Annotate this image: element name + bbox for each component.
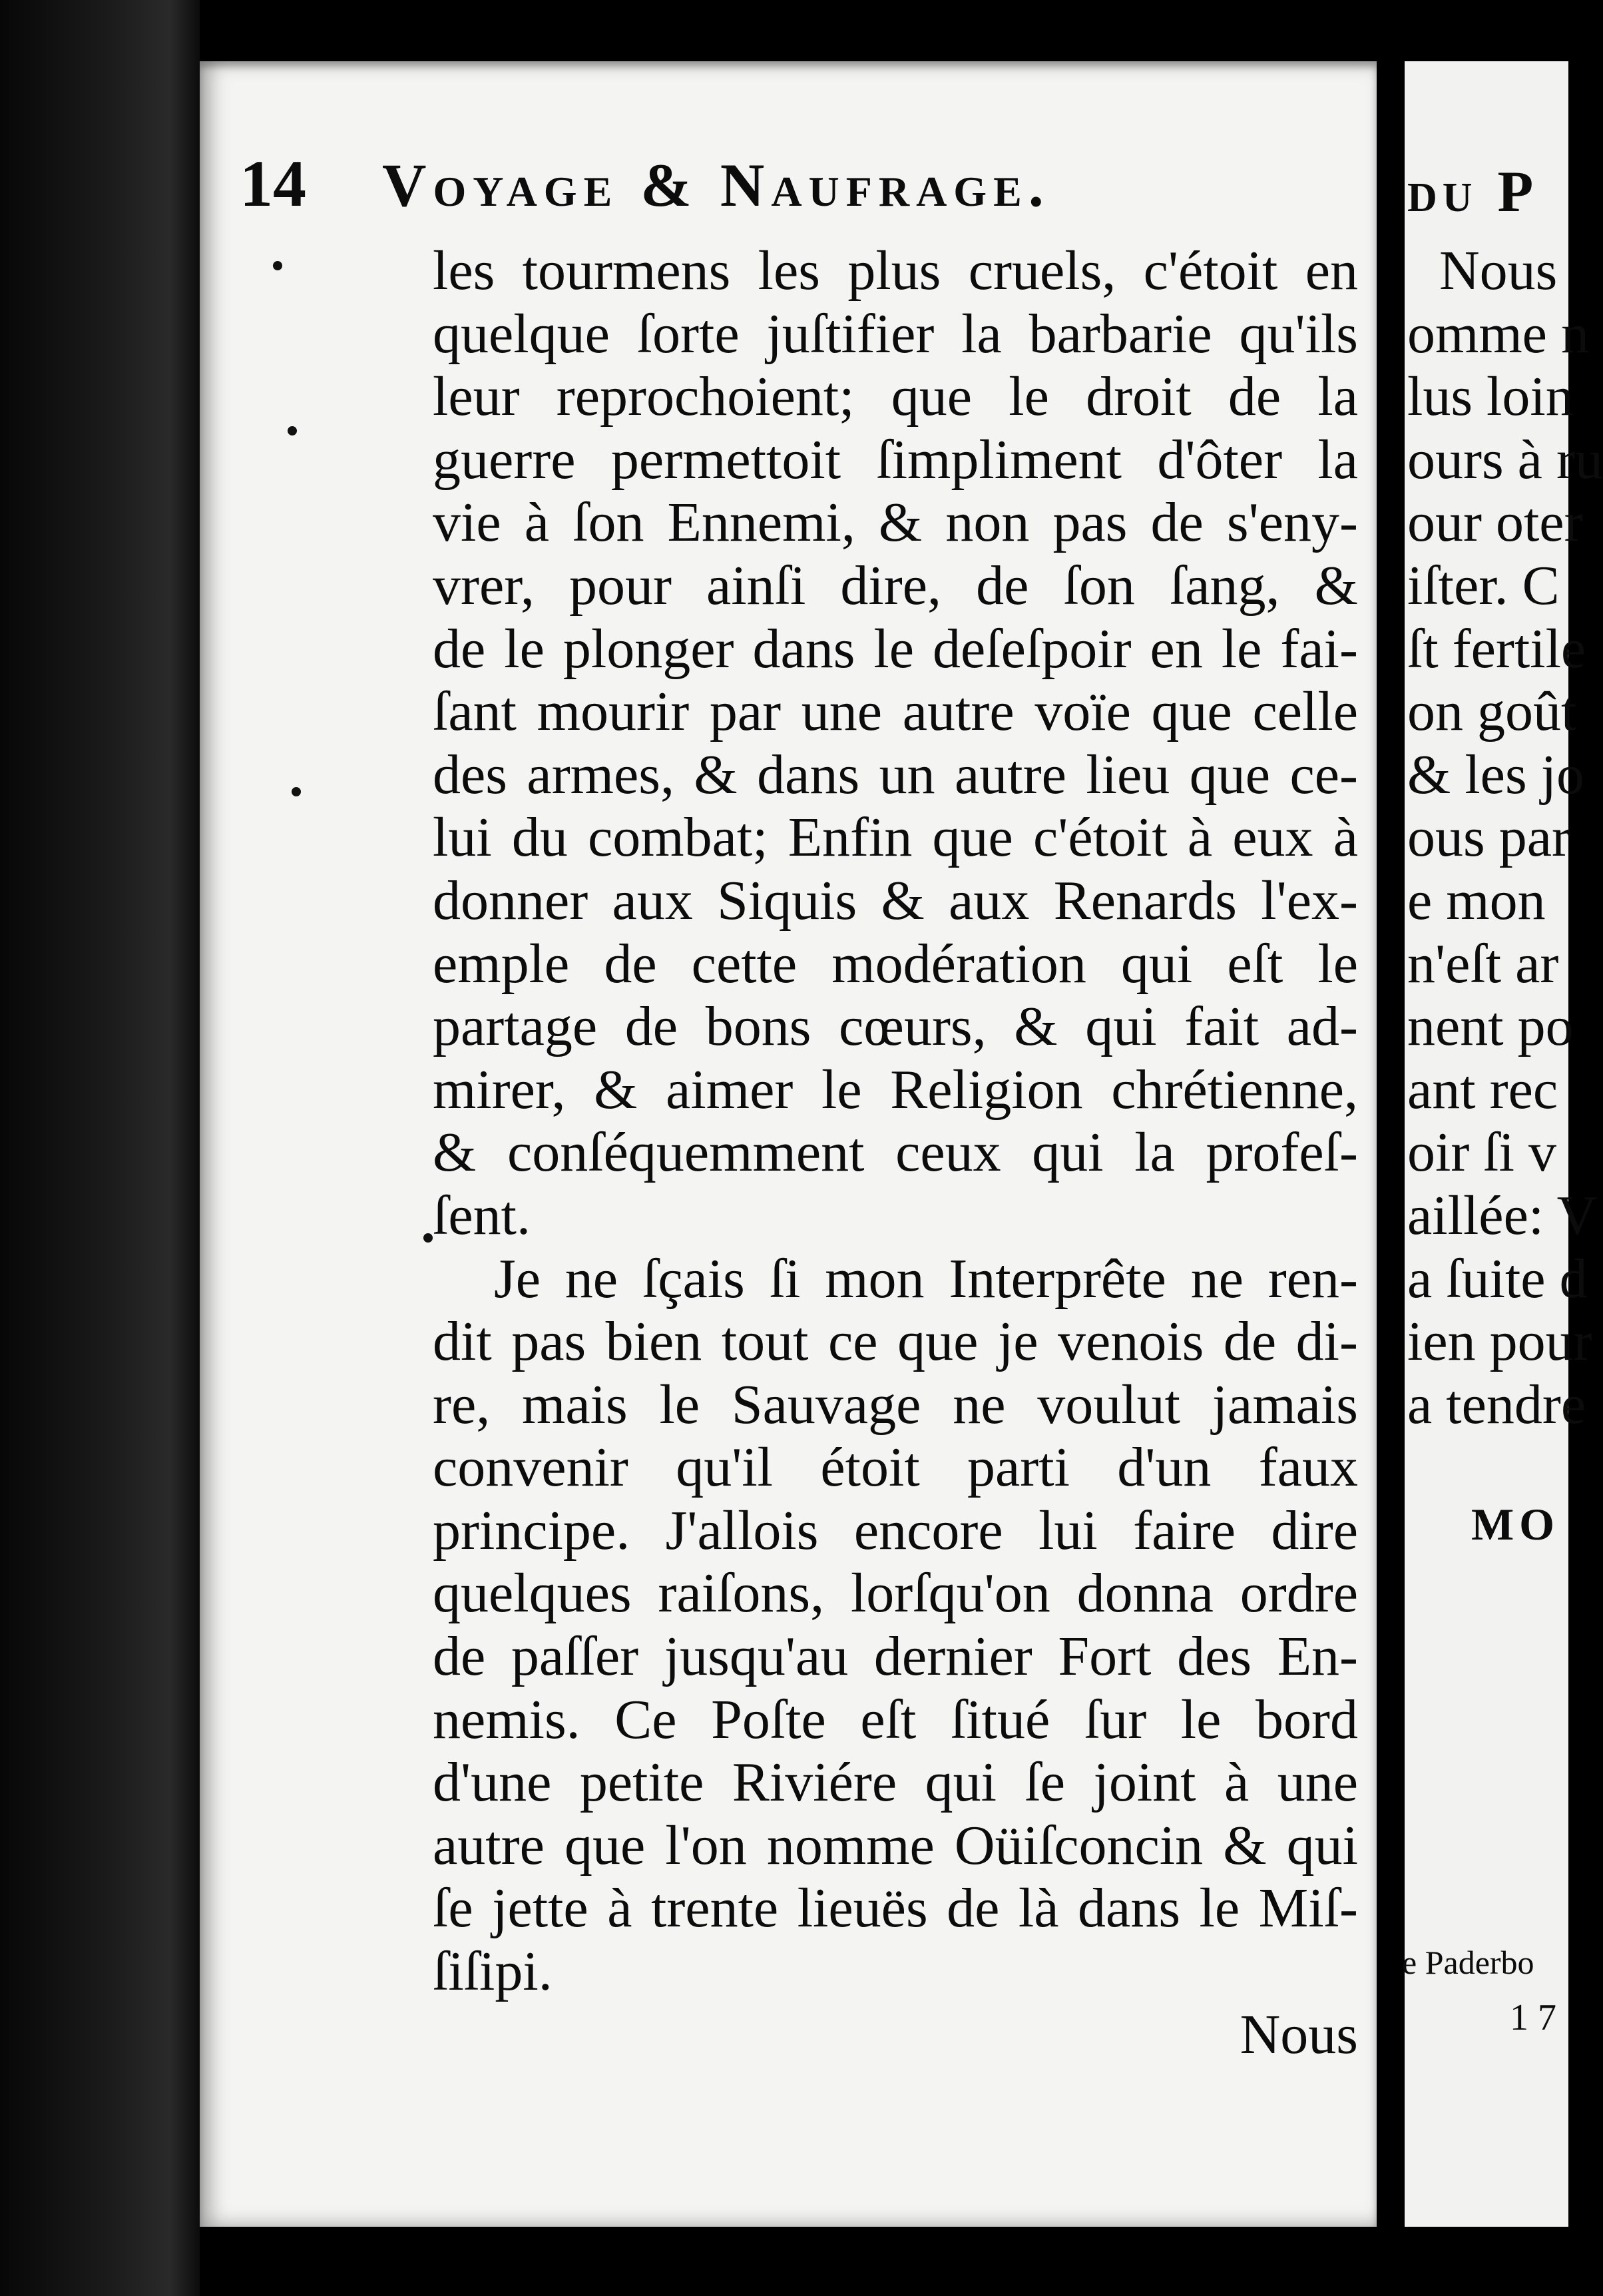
text-line: omme n <box>1407 302 1589 365</box>
text-line: Nous <box>1439 240 1558 302</box>
text-line: mirer, & aimer le Religion chrétienne, <box>433 1058 1358 1121</box>
text-line: leur reprochoient; que le droit de la <box>433 366 1358 428</box>
book-binding <box>0 0 200 2296</box>
text-line: ſent. <box>433 1184 531 1247</box>
text-line: de paſſer jusqu'au dernier Fort des En- <box>433 1625 1358 1688</box>
text-line: nemis. Ce Poſte eſt ſitué ſur le bord <box>433 1688 1358 1751</box>
text-line: des armes, & dans un autre lieu que ce- <box>433 743 1358 806</box>
text-line: vie à ſon Ennemi, & non pas de s'eny- <box>433 491 1358 554</box>
text-line: n'eſt ar <box>1407 932 1559 995</box>
right-section-heading: MO <box>1471 1499 1560 1550</box>
text-line: our oter <box>1407 491 1583 554</box>
margin-speck <box>273 261 282 270</box>
text-line: de le plonger dans le deſeſpoir en le fai- <box>433 617 1358 680</box>
right-page-text <box>1407 145 1603 1436</box>
text-line: donner aux Siquis & aux Renards l'ex- <box>433 869 1358 932</box>
margin-speck <box>423 1233 433 1243</box>
text-line: a ſuite d <box>1407 1247 1588 1310</box>
catchword: Nous <box>1240 2003 1358 2066</box>
text-line: & les jo <box>1407 743 1584 806</box>
text-line: ant rec <box>1407 1058 1558 1121</box>
running-head-title: Voyage & Naufrage. <box>382 151 1050 219</box>
text-line: a tendre <box>1407 1373 1586 1436</box>
text-line: ſant mourir par une autre voïe que celle <box>433 681 1358 743</box>
text-line: & conſéquemment ceux qui la profeſ- <box>433 1121 1358 1184</box>
text-line: partage de bons cœurs, & qui fait ad- <box>433 996 1358 1058</box>
text-line: ien pour <box>1407 1310 1592 1373</box>
text-line: oir ſi v <box>1407 1121 1556 1184</box>
running-head <box>240 145 1371 232</box>
text-line: quelque ſorte juſtifier la barbarie qu'ils <box>433 302 1358 365</box>
text-line: Je ne ſçais ſi mon Interprête ne ren- <box>494 1247 1358 1310</box>
margin-speck <box>288 426 297 435</box>
text-line: ous par <box>1407 806 1570 869</box>
text-line: convenir qu'il étoit parti d'un faux <box>433 1436 1358 1499</box>
text-line: guerre permettoit ſimpliment d'ôter la <box>433 428 1358 491</box>
right-running-head: du P <box>1407 160 1539 224</box>
text-line: lus loin <box>1407 366 1574 428</box>
text-line: re, mais le Sauvage ne voulut jamais <box>433 1373 1358 1436</box>
text-line: ours à ru <box>1407 428 1603 491</box>
text-line: quelques raiſons, lorſqu'on donna ordre <box>433 1562 1358 1625</box>
library-stamp-text: e Paderbo <box>1402 1944 1534 1981</box>
text-line: d'une petite Riviére qui ſe joint à une <box>433 1751 1358 1814</box>
text-line: on goût <box>1407 681 1577 743</box>
page-number: 14 <box>240 146 306 220</box>
text-line: ſe jette à trente lieuës de là dans le Miſ- <box>433 1877 1358 1940</box>
margin-speck <box>292 787 301 796</box>
text-line: emple de cette modération qui eſt le <box>433 932 1358 995</box>
text-line: principe. J'allois encore lui faire dire <box>433 1499 1358 1562</box>
body-text <box>433 240 1358 2066</box>
library-stamp-year: 17 <box>1510 1997 1566 2038</box>
text-line: aillée: V <box>1407 1184 1598 1247</box>
text-line: e mon <box>1407 869 1546 932</box>
text-line: ſt fertile <box>1407 617 1586 680</box>
text-line: lui du combat; Enfin que c'étoit à eux à <box>433 806 1358 869</box>
text-line: nent po <box>1407 996 1574 1058</box>
text-line: ſiſipi. <box>433 1940 553 2003</box>
text-line: vrer, pour ainſi dire, de ſon ſang, & <box>433 554 1358 617</box>
text-line: autre que l'on nomme Oüiſconcin & qui <box>433 1814 1358 1876</box>
text-line: iſter. C <box>1407 554 1560 617</box>
text-line: les tourmens les plus cruels, c'étoit en <box>433 240 1358 302</box>
text-line: dit pas bien tout ce que je venois de di- <box>433 1310 1358 1373</box>
page-gutter <box>1377 61 1405 2227</box>
